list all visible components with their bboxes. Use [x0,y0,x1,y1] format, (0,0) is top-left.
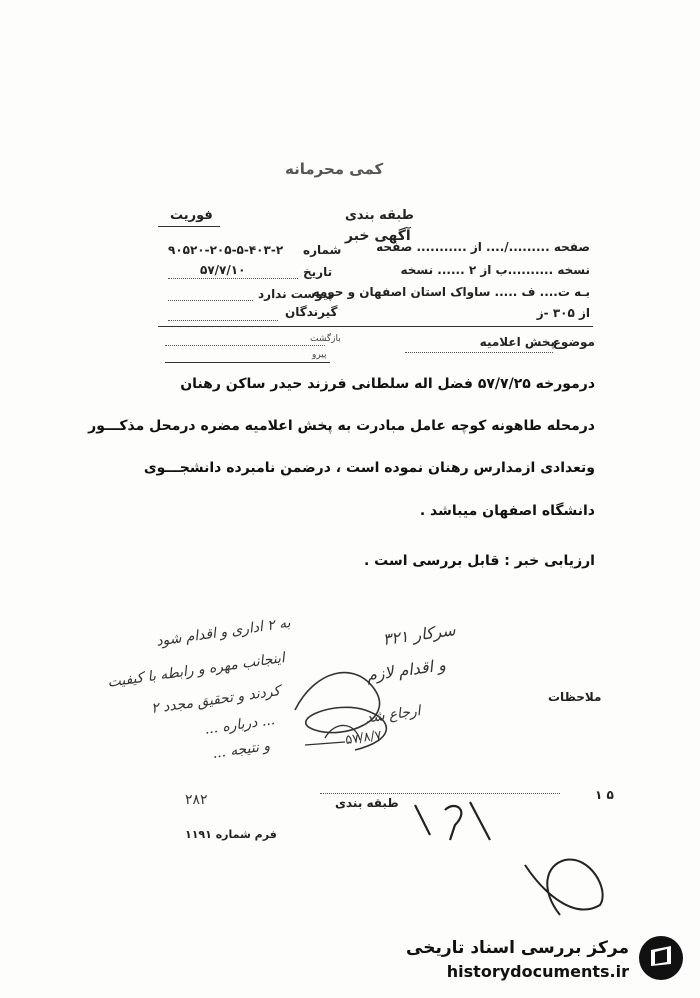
handwritten-center-2: و اقدام لازم [364,655,447,685]
date-value: ۵۷/۷/۱۰ [200,263,246,277]
recipients-label: گیرندگان [285,305,338,319]
watermark-url: historydocuments.ir [446,962,629,981]
follow-underline [165,362,330,363]
handwritten-left-4: ... درباره ... [203,712,277,738]
subject-dots [405,352,553,353]
copy-row: نسخه ..........ب از ۲ ...... نسخه [400,263,590,277]
handwritten-center-3: ارجاع شد [363,703,422,727]
classification-label: طبقه بندی [345,208,414,223]
body-line-2: درمحله طاهونه کوچه عامل مبادرت به پخش اعلامیه مضره درمحل مذکـــور [88,418,595,434]
follow-label: پیرو [312,350,327,360]
to-row: بـه ت.... ف ..... ساواک استان اصفهان و حومه [312,285,590,299]
number-value: ۹۰۵۲۰-۲۰۵-۵-۴۰۳-۲ [168,243,284,257]
page-row: صفحه ........./.... از ........... صفحه [376,240,590,254]
date-dots [168,278,298,279]
urgency-underline [158,226,220,227]
classification-value: آگهی خبر [345,228,411,244]
watermark [406,928,685,988]
ink-loop-scribble [505,835,615,925]
handwritten-date: ۵۷/۸/۷ [344,728,383,749]
header-separator [158,326,593,327]
subject-value: پخش اعلامیه [479,335,555,349]
handwritten-left-3: کردند و تحقیق مجدد ۲ [150,683,282,718]
notes-label: ملاحظات [548,690,602,704]
handwritten-left-2: اینجانب مهره و رابطه با کیفیت [106,650,287,691]
signature-scribble [285,650,405,760]
body-line-1: درمورخه ۵۷/۷/۲۵ فضل اله سلطانی فرزند حیدر ساکن رهنان [180,376,595,392]
subject-label: موضوع [552,335,595,349]
body-line-4: دانشگاه اصفهان میباشد . [419,503,595,519]
handwritten-center-1: سرکار ۳۲۱ [381,620,457,650]
return-dots [165,345,325,346]
handwritten-left-1: به ۲ اداری و اقدام شود [154,615,292,650]
form-number: فرم شماره ۱۱۹۱ [185,828,277,841]
footer-edge-mark: ۱ ۵ [595,788,614,802]
margin-note: ۲۸۲ [185,792,208,808]
classification-stamp: کمی محرمانه [285,160,384,178]
handwritten-left-5: و نتیجه ... [211,738,272,762]
attachment-dots [168,300,253,301]
assessment-line: ارزیابی خبر : قابل بررسی است . [363,553,595,569]
recipients-dots [168,320,278,321]
attachment-row: پیوست ندارد [258,287,333,301]
return-label: بازگشت [310,334,341,344]
urgency-label: فوریت [170,208,213,223]
watermark-title: مرکز بررسی اسناد تاریخی [406,938,629,958]
from-row: از ۳۰۵ -ز [536,306,590,320]
file-number-scribble [400,790,510,850]
date-label: تاریخ [303,265,333,279]
body-line-3: وتعدادی ازمدارس رهنان نموده است ، درضمن نامبرده دانشجـــوی [143,460,595,476]
archive-logo-icon [637,934,685,982]
number-label: شماره [303,243,342,257]
footer-classification-label: طبقه بندی [335,796,399,810]
